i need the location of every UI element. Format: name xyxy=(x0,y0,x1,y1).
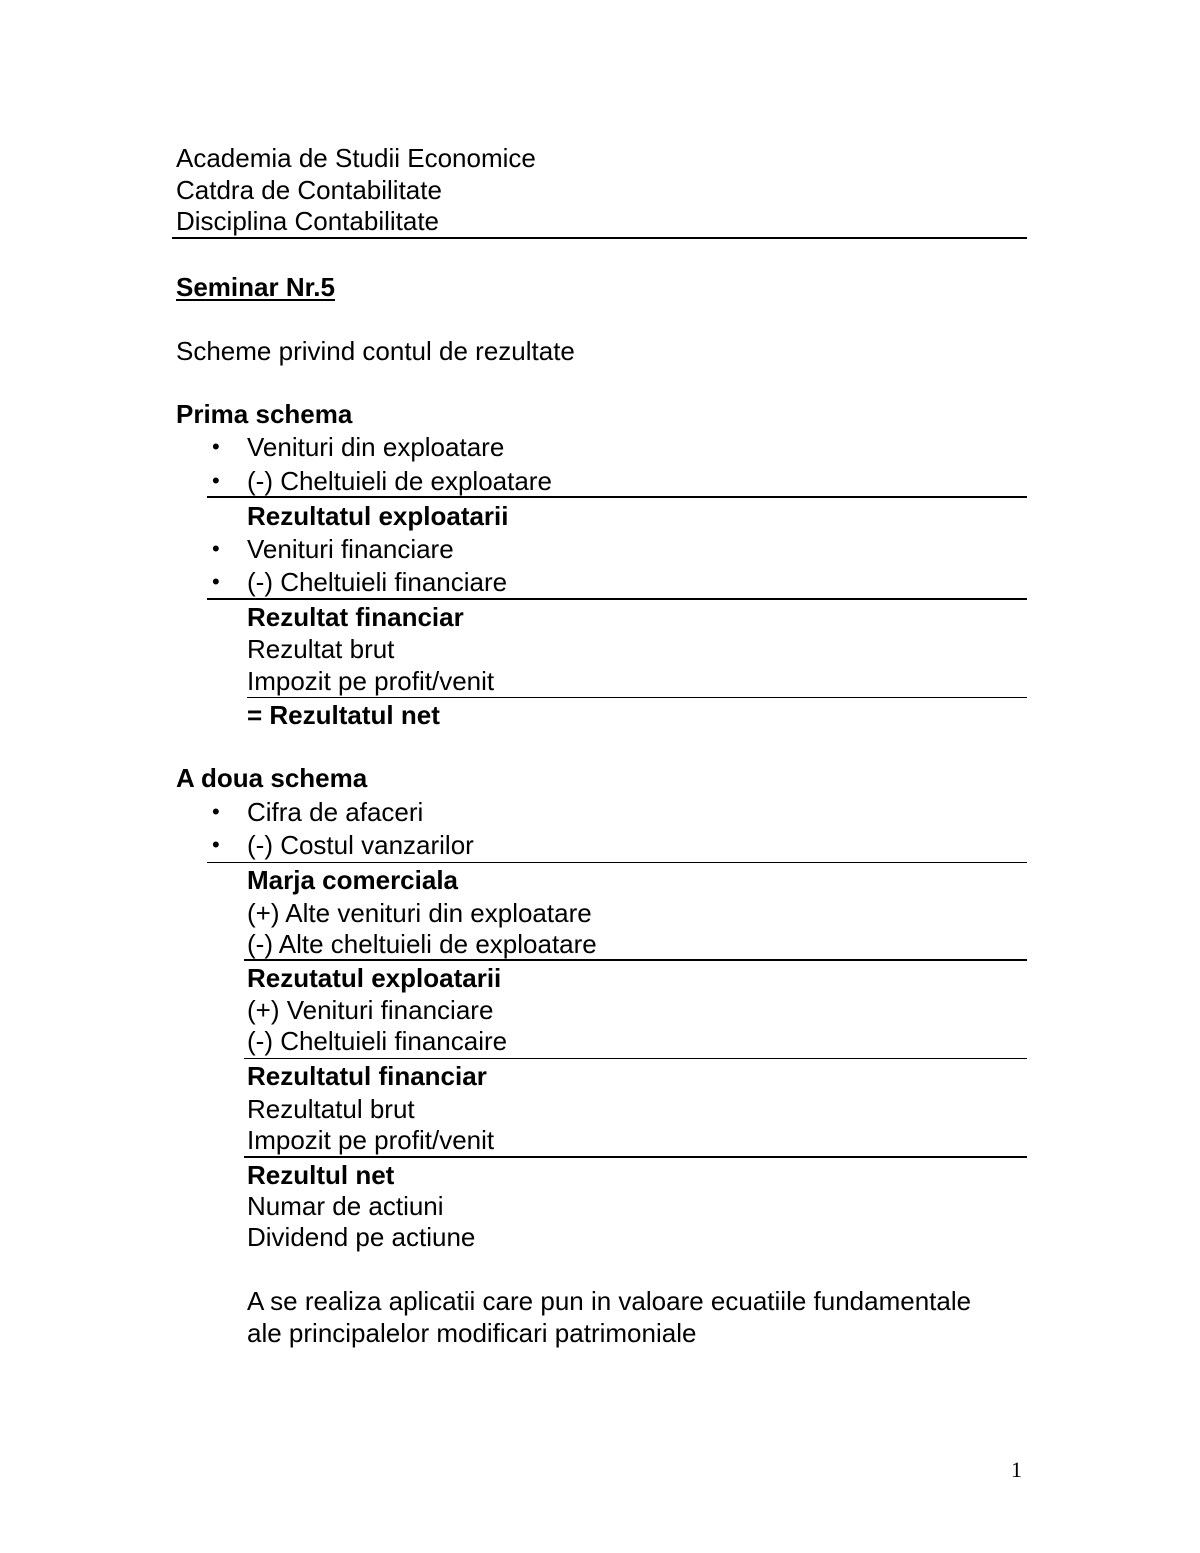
schema2-venituri-fin: (+) Venituri financiare xyxy=(247,995,494,1025)
schema1-item4: (-) Cheltuieli financiare xyxy=(247,567,508,597)
schema2-impozit: Impozit pe profit/venit xyxy=(247,1125,495,1155)
bullet-icon: • xyxy=(212,832,220,857)
schema1-brut: Rezultat brut xyxy=(247,634,395,664)
seminar-title: Seminar Nr.5 xyxy=(176,272,335,302)
schema2-numar-actiuni: Numar de actiuni xyxy=(247,1191,444,1221)
bullet-icon: • xyxy=(212,468,220,493)
header-divider xyxy=(172,237,1027,239)
schema2-dividend: Dividend pe actiune xyxy=(247,1222,476,1252)
subtitle: Scheme privind contul de rezultate xyxy=(176,336,575,366)
schema2-rez-exploatarii: Rezutatul exploatarii xyxy=(247,963,502,993)
institution-name: Academia de Studii Economice xyxy=(176,143,536,173)
department-name: Catdra de Contabilitate xyxy=(176,175,442,205)
closing-line-2: ale principalelor modificari patrimoniale xyxy=(247,1318,697,1348)
bullet-icon: • xyxy=(212,434,220,459)
schema1-divider-3 xyxy=(247,697,1027,698)
schema1-divider-1 xyxy=(207,496,1027,498)
schema2-rez-financiar: Rezultatul financiar xyxy=(247,1061,487,1091)
schema2-rez-brut: Rezultatul brut xyxy=(247,1094,415,1124)
bullet-icon: • xyxy=(212,799,220,824)
schema2-divider-3 xyxy=(244,1058,1027,1059)
schema2-alte-venituri: (+) Alte venituri din exploatare xyxy=(247,898,592,928)
schema1-result-net: = Rezultatul net xyxy=(247,700,440,730)
schema2-item1: Cifra de afaceri xyxy=(247,797,424,827)
bullet-icon: • xyxy=(212,536,220,561)
schema1-heading: Prima schema xyxy=(176,399,353,429)
schema1-item3: Venituri financiare xyxy=(247,534,454,564)
schema1-item1: Venituri din exploatare xyxy=(247,432,505,462)
schema2-alte-cheltuieli: (-) Alte cheltuieli de exploatare xyxy=(247,929,597,959)
schema2-item2: (-) Costul vanzarilor xyxy=(247,830,474,860)
discipline-name: Disciplina Contabilitate xyxy=(176,206,440,236)
schema2-heading: A doua schema xyxy=(176,763,368,793)
schema2-rez-net: Rezultul net xyxy=(247,1160,395,1190)
schema1-impozit: Impozit pe profit/venit xyxy=(247,666,495,696)
schema2-divider-4 xyxy=(244,1156,1027,1158)
schema1-result2: Rezultat financiar xyxy=(247,602,464,632)
page-number: 1 xyxy=(1011,1457,1022,1482)
schema1-item2: (-) Cheltuieli de exploatare xyxy=(247,466,552,496)
schema2-marja: Marja comerciala xyxy=(247,865,459,895)
schema1-divider-2 xyxy=(207,598,1027,600)
schema1-result1: Rezultatul exploatarii xyxy=(247,501,509,531)
schema2-cheltuieli-fin: (-) Cheltuieli financaire xyxy=(247,1026,508,1056)
closing-line-1: A se realiza aplicatii care pun in valoare ecuatiile fundamentale xyxy=(247,1286,972,1316)
schema2-divider-1 xyxy=(207,862,1027,863)
bullet-icon: • xyxy=(212,569,220,594)
schema2-divider-2 xyxy=(244,959,1027,961)
